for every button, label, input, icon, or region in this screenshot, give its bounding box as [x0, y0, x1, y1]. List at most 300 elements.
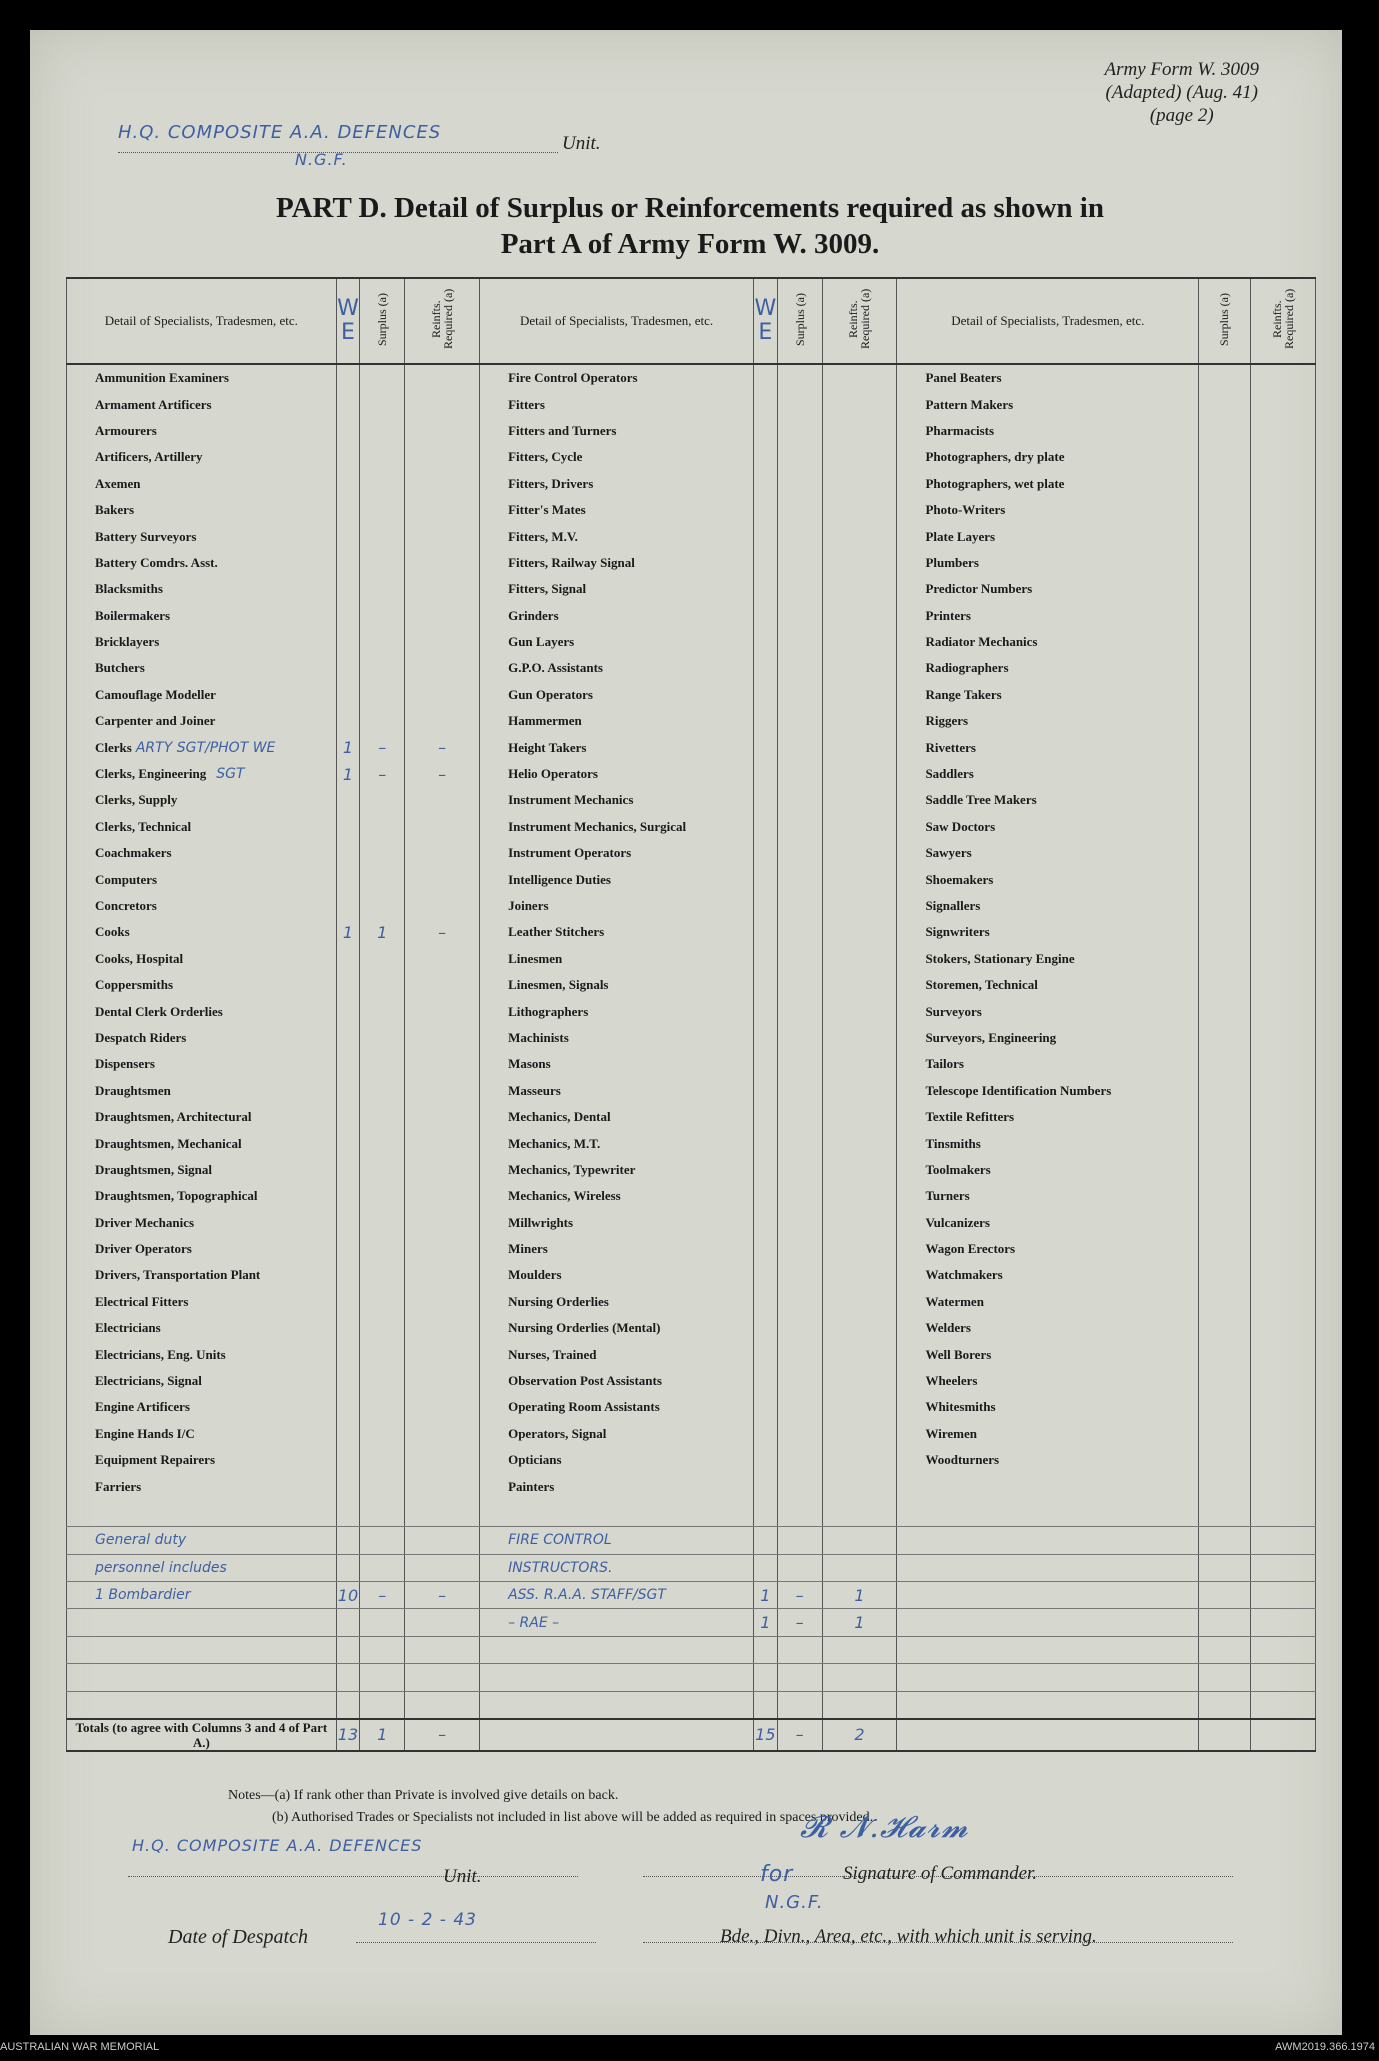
count-cell: [1250, 946, 1315, 972]
count-cell: [405, 840, 480, 866]
trade-name: Linesmen, Signals: [480, 972, 754, 998]
count-cell: [1250, 1636, 1315, 1663]
table-row: [67, 1394, 1316, 1420]
count-cell: [360, 1500, 405, 1527]
count-cell: [777, 550, 822, 576]
count-cell: [777, 1315, 822, 1341]
count-cell: [822, 972, 897, 998]
count-cell: [754, 972, 778, 998]
trade-name: [897, 1636, 1199, 1663]
title-line1: PART D. Detail of Surplus or Reinforcements required as shown in: [276, 192, 1104, 224]
count-cell: [754, 1636, 778, 1663]
trade-name: Panel Beaters: [897, 364, 1199, 391]
count-cell: [822, 497, 897, 523]
specialists-table: [66, 277, 1316, 1752]
count-cell: [405, 1447, 480, 1473]
count-cell: [405, 391, 480, 417]
form-reference: [1105, 58, 1259, 127]
count-cell: [822, 576, 897, 602]
trade-name: Saddle Tree Makers: [897, 787, 1199, 813]
trade-name: Woodturners: [897, 1447, 1199, 1473]
count-cell: [1199, 1025, 1250, 1051]
count-cell: [336, 1636, 360, 1663]
count-cell: [777, 787, 822, 813]
trade-name: Ammunition Examiners: [67, 364, 337, 391]
col-reinf-1: Reinfts. Required (a): [405, 278, 480, 364]
trade-name: Nursing Orderlies: [480, 1289, 754, 1315]
count-cell: [1199, 550, 1250, 576]
trade-name: Draughtsmen, Topographical: [67, 1183, 337, 1209]
trade-name: Instrument Operators: [480, 840, 754, 866]
count-cell: [1250, 1104, 1315, 1130]
count-cell: [1199, 1581, 1250, 1608]
trade-name: Butchers: [67, 655, 337, 681]
trade-name: Dispensers: [67, 1051, 337, 1077]
count-cell: [1199, 1183, 1250, 1209]
count-cell: [822, 840, 897, 866]
trade-name: Pharmacists: [897, 418, 1199, 444]
count-cell: [336, 418, 360, 444]
table-row: [67, 1500, 1316, 1527]
unit-handwritten: H.Q. COMPOSITE A.A. DEFENCES: [118, 122, 442, 143]
trade-name: [67, 1636, 337, 1663]
col-detail-2: Detail of Specialists, Tradesmen, etc.: [480, 278, 754, 364]
table-row: [67, 391, 1316, 417]
count-cell: [360, 1664, 405, 1691]
count-cell: [754, 1315, 778, 1341]
count-cell: [360, 787, 405, 813]
count-cell: [777, 523, 822, 549]
col-surplus-3: Surplus (a): [1199, 278, 1250, 364]
footer-unit-handwritten: H.Q. COMPOSITE A.A. DEFENCES: [132, 1836, 423, 1855]
trade-name: Clerks, Technical: [67, 814, 337, 840]
count-cell: [336, 1664, 360, 1691]
count-cell: [777, 1262, 822, 1288]
trade-name: Wiremen: [897, 1421, 1199, 1447]
count-cell: [754, 1157, 778, 1183]
count-cell: [360, 682, 405, 708]
footer-unit-label: Unit.: [443, 1866, 482, 1887]
table-row: [67, 761, 1316, 787]
count-cell: [777, 364, 822, 391]
count-cell: [1199, 708, 1250, 734]
trade-name: Camouflage Modeller: [67, 682, 337, 708]
count-cell: [1250, 1609, 1315, 1636]
note-a: Notes—(a) If rank other than Private is involved give details on back.: [228, 1788, 619, 1803]
signature-label: Signature of Commander.: [843, 1863, 1038, 1884]
count-cell: [777, 866, 822, 892]
count-cell: 1: [754, 1581, 778, 1608]
count-cell: [360, 1636, 405, 1663]
count-cell: [1199, 1636, 1250, 1663]
count-cell: [405, 1236, 480, 1262]
count-cell: [1199, 734, 1250, 760]
count-cell: –: [360, 761, 405, 787]
count-cell: [360, 391, 405, 417]
trade-name: Signwriters: [897, 919, 1199, 945]
count-cell: [777, 761, 822, 787]
count-cell: [754, 761, 778, 787]
count-cell: [1250, 1341, 1315, 1367]
count-cell: [360, 1183, 405, 1209]
table-row: [67, 1289, 1316, 1315]
count-cell: [1250, 787, 1315, 813]
trade-name: 1 Bombardier: [67, 1581, 337, 1608]
note-b: (b) Authorised Trades or Specialists not included in list above will be added as required in spaces provided.: [272, 1810, 874, 1825]
trade-name: [897, 1554, 1199, 1581]
count-cell: [822, 1421, 897, 1447]
trade-name: Dental Clerk Orderlies: [67, 998, 337, 1024]
count-cell: [336, 1554, 360, 1581]
count-cell: [336, 1183, 360, 1209]
table-row: [67, 550, 1316, 576]
table-row: [67, 629, 1316, 655]
col-detail-3: Detail of Specialists, Tradesmen, etc.: [897, 278, 1199, 364]
form-ref-line2: (Adapted) (Aug. 41): [1105, 82, 1258, 103]
totals-cell: [897, 1719, 1199, 1751]
count-cell: [336, 1609, 360, 1636]
trade-name: Radiographers: [897, 655, 1199, 681]
count-cell: [405, 946, 480, 972]
trade-name: Despatch Riders: [67, 1025, 337, 1051]
trade-name: [480, 1664, 754, 1691]
trade-name: Painters: [480, 1473, 754, 1499]
table-row: [67, 708, 1316, 734]
table-row: [67, 814, 1316, 840]
count-cell: [1199, 1130, 1250, 1156]
count-cell: –: [405, 919, 480, 945]
count-cell: [754, 391, 778, 417]
date-handwritten: 10 - 2 - 43: [378, 1910, 477, 1930]
table-row: [67, 1157, 1316, 1183]
count-cell: [1199, 391, 1250, 417]
trade-name: Shoemakers: [897, 866, 1199, 892]
trade-name: [480, 1636, 754, 1663]
table-row: [67, 1554, 1316, 1581]
count-cell: [360, 471, 405, 497]
table-row: [67, 1581, 1316, 1608]
col-reinf-3: Reinfts. Required (a): [1250, 278, 1315, 364]
count-cell: [777, 497, 822, 523]
table-row: [67, 1262, 1316, 1288]
trade-name: Joiners: [480, 893, 754, 919]
count-cell: [336, 787, 360, 813]
trade-name: [897, 1664, 1199, 1691]
trade-name: [897, 1691, 1199, 1719]
count-cell: [777, 655, 822, 681]
count-cell: [754, 550, 778, 576]
table-row: [67, 998, 1316, 1024]
count-cell: [336, 1527, 360, 1554]
count-cell: [1250, 523, 1315, 549]
totals-cell: 2: [822, 1719, 897, 1751]
count-cell: [1199, 814, 1250, 840]
count-cell: [777, 1157, 822, 1183]
count-cell: [822, 1315, 897, 1341]
count-cell: [360, 1421, 405, 1447]
count-cell: [360, 603, 405, 629]
col-surplus-1: Surplus (a): [360, 278, 405, 364]
trade-name: Clerks ARTY SGT/PHOT WE: [67, 734, 337, 760]
count-cell: [1199, 919, 1250, 945]
totals-cell: [480, 1719, 754, 1751]
count-cell: [1199, 497, 1250, 523]
count-cell: [360, 1078, 405, 1104]
trade-name: Blacksmiths: [67, 576, 337, 602]
count-cell: [754, 1421, 778, 1447]
count-cell: [1199, 998, 1250, 1024]
trade-name: Electricians, Signal: [67, 1368, 337, 1394]
trade-name: Opticians: [480, 1447, 754, 1473]
trade-name: Battery Comdrs. Asst.: [67, 550, 337, 576]
count-cell: [360, 364, 405, 391]
count-cell: [360, 497, 405, 523]
trade-name: Helio Operators: [480, 761, 754, 787]
trade-name: Cooks, Hospital: [67, 946, 337, 972]
count-cell: [336, 1236, 360, 1262]
col-we-1: W E: [336, 278, 360, 364]
count-cell: [822, 946, 897, 972]
count-cell: [754, 919, 778, 945]
trade-name: [897, 1609, 1199, 1636]
form-title: [100, 190, 1280, 262]
count-cell: [336, 682, 360, 708]
count-cell: [822, 1236, 897, 1262]
clerks-annotation: ARTY SGT/PHOT WE: [135, 739, 276, 756]
count-cell: [1250, 734, 1315, 760]
trade-name: Clerks, Engineering SGT: [67, 761, 337, 787]
count-cell: [360, 1236, 405, 1262]
trade-name: [897, 1581, 1199, 1608]
count-cell: [754, 866, 778, 892]
count-cell: [777, 1183, 822, 1209]
count-cell: [405, 603, 480, 629]
count-cell: –: [777, 1609, 822, 1636]
trade-name: Leather Stitchers: [480, 919, 754, 945]
trade-name: Welders: [897, 1315, 1199, 1341]
count-cell: [1199, 603, 1250, 629]
totals-cell: –: [777, 1719, 822, 1751]
archive-id: AWM2019.366.1974: [1275, 2041, 1375, 2053]
count-cell: [336, 1447, 360, 1473]
count-cell: [360, 840, 405, 866]
count-cell: [1199, 1664, 1250, 1691]
table-row: [67, 418, 1316, 444]
count-cell: [777, 1130, 822, 1156]
count-cell: [405, 1554, 480, 1581]
count-cell: [1199, 1104, 1250, 1130]
count-cell: [822, 814, 897, 840]
count-cell: [336, 998, 360, 1024]
trade-name: Fitters: [480, 391, 754, 417]
trade-name: [67, 1609, 337, 1636]
ngf-handwritten: N.G.F.: [765, 1892, 824, 1913]
count-cell: [1250, 1051, 1315, 1077]
count-cell: [360, 866, 405, 892]
count-cell: [1199, 893, 1250, 919]
count-cell: [822, 391, 897, 417]
trade-name: Equipment Repairers: [67, 1447, 337, 1473]
count-cell: [336, 866, 360, 892]
trade-name: Moulders: [480, 1262, 754, 1288]
title-line2: Part A of Army Form W. 3009.: [500, 228, 880, 260]
count-cell: [405, 1527, 480, 1554]
count-cell: [336, 1368, 360, 1394]
count-cell: [336, 1262, 360, 1288]
trade-name: [67, 1664, 337, 1691]
count-cell: [1250, 1368, 1315, 1394]
count-cell: [1199, 629, 1250, 655]
count-cell: [336, 1078, 360, 1104]
table-row: [67, 471, 1316, 497]
table-row: [67, 1130, 1316, 1156]
count-cell: [777, 998, 822, 1024]
count-cell: [360, 1368, 405, 1394]
trade-name: G.P.O. Assistants: [480, 655, 754, 681]
table-row: [67, 444, 1316, 470]
count-cell: [754, 1394, 778, 1420]
count-cell: [754, 708, 778, 734]
count-cell: [1199, 1289, 1250, 1315]
count-cell: [336, 1051, 360, 1077]
count-cell: [360, 1210, 405, 1236]
count-cell: [405, 629, 480, 655]
count-cell: [336, 655, 360, 681]
count-cell: [1250, 814, 1315, 840]
count-cell: [405, 998, 480, 1024]
trade-name: Draughtsmen: [67, 1078, 337, 1104]
count-cell: [1250, 919, 1315, 945]
trade-name: Pattern Makers: [897, 391, 1199, 417]
trade-name: Hammermen: [480, 708, 754, 734]
count-cell: [405, 682, 480, 708]
trade-name: Millwrights: [480, 1210, 754, 1236]
table-row: [67, 1236, 1316, 1262]
count-cell: [754, 1262, 778, 1288]
unit-label: Unit.: [562, 133, 601, 154]
count-cell: [822, 550, 897, 576]
count-cell: [754, 1691, 778, 1719]
totals-cell: 15: [754, 1719, 778, 1751]
trade-name: Linesmen: [480, 946, 754, 972]
count-cell: [336, 364, 360, 391]
count-cell: [777, 1636, 822, 1663]
count-cell: [1199, 576, 1250, 602]
trade-name: Artificers, Artillery: [67, 444, 337, 470]
trade-name: Intelligence Duties: [480, 866, 754, 892]
count-cell: [360, 1554, 405, 1581]
totals-row: [67, 1719, 1316, 1751]
trade-name: Mechanics, M.T.: [480, 1130, 754, 1156]
count-cell: [1250, 1691, 1315, 1719]
count-cell: [754, 998, 778, 1024]
trade-name: Operators, Signal: [480, 1421, 754, 1447]
count-cell: [777, 1025, 822, 1051]
count-cell: [360, 576, 405, 602]
count-cell: [360, 1609, 405, 1636]
count-cell: 1: [754, 1609, 778, 1636]
count-cell: [822, 708, 897, 734]
count-cell: [777, 1368, 822, 1394]
trade-name: Fitters and Turners: [480, 418, 754, 444]
count-cell: [336, 1341, 360, 1367]
count-cell: [822, 1636, 897, 1663]
count-cell: [822, 1130, 897, 1156]
count-cell: [360, 1527, 405, 1554]
count-cell: [754, 1025, 778, 1051]
count-cell: [1199, 1394, 1250, 1420]
count-cell: [754, 1473, 778, 1499]
count-cell: [754, 1236, 778, 1262]
trade-name: Printers: [897, 603, 1199, 629]
count-cell: [405, 1473, 480, 1499]
notes: [228, 1785, 873, 1829]
count-cell: [405, 1636, 480, 1663]
count-cell: [754, 444, 778, 470]
trade-name: Driver Operators: [67, 1236, 337, 1262]
count-cell: [360, 655, 405, 681]
trade-name: Armament Artificers: [67, 391, 337, 417]
table-row: [67, 1421, 1316, 1447]
unit-handwritten-2: N.G.F.: [295, 150, 348, 169]
trade-name: Fitters, M.V.: [480, 523, 754, 549]
count-cell: [336, 1130, 360, 1156]
count-cell: [336, 603, 360, 629]
count-cell: [405, 1368, 480, 1394]
count-cell: [1250, 1447, 1315, 1473]
count-cell: [405, 1025, 480, 1051]
trade-name: Miners: [480, 1236, 754, 1262]
trade-name: [897, 1527, 1199, 1554]
count-cell: [822, 919, 897, 945]
trade-name: Saw Doctors: [897, 814, 1199, 840]
count-cell: [822, 471, 897, 497]
count-cell: [1250, 1315, 1315, 1341]
count-cell: [822, 893, 897, 919]
table-row: [67, 497, 1316, 523]
count-cell: [336, 550, 360, 576]
count-cell: [1250, 1664, 1315, 1691]
signature-handwritten: 𝓡 𝓝.𝓗𝓪𝓻𝓶: [800, 1810, 969, 1845]
count-cell: [754, 1104, 778, 1130]
count-cell: [754, 840, 778, 866]
count-cell: [1250, 972, 1315, 998]
trade-name: Bakers: [67, 497, 337, 523]
totals-cell: [1250, 1719, 1315, 1751]
trade-name: Nursing Orderlies (Mental): [480, 1315, 754, 1341]
table-row: [67, 523, 1316, 549]
table-row: [67, 840, 1316, 866]
count-cell: [1250, 364, 1315, 391]
trade-name: Masseurs: [480, 1078, 754, 1104]
count-cell: [1199, 1210, 1250, 1236]
count-cell: [1250, 550, 1315, 576]
count-cell: [754, 814, 778, 840]
col-reinf-2: Reinfts. Required (a): [822, 278, 897, 364]
count-cell: [405, 1051, 480, 1077]
trade-name: Stokers, Stationary Engine: [897, 946, 1199, 972]
signature-for: for: [760, 1862, 794, 1887]
count-cell: [754, 603, 778, 629]
count-cell: [405, 1262, 480, 1288]
count-cell: [777, 1527, 822, 1554]
count-cell: [754, 576, 778, 602]
date-label: Date of Despatch: [168, 1926, 308, 1948]
count-cell: [336, 1315, 360, 1341]
table-row: [67, 364, 1316, 391]
trade-name: Tinsmiths: [897, 1130, 1199, 1156]
count-cell: [822, 1368, 897, 1394]
